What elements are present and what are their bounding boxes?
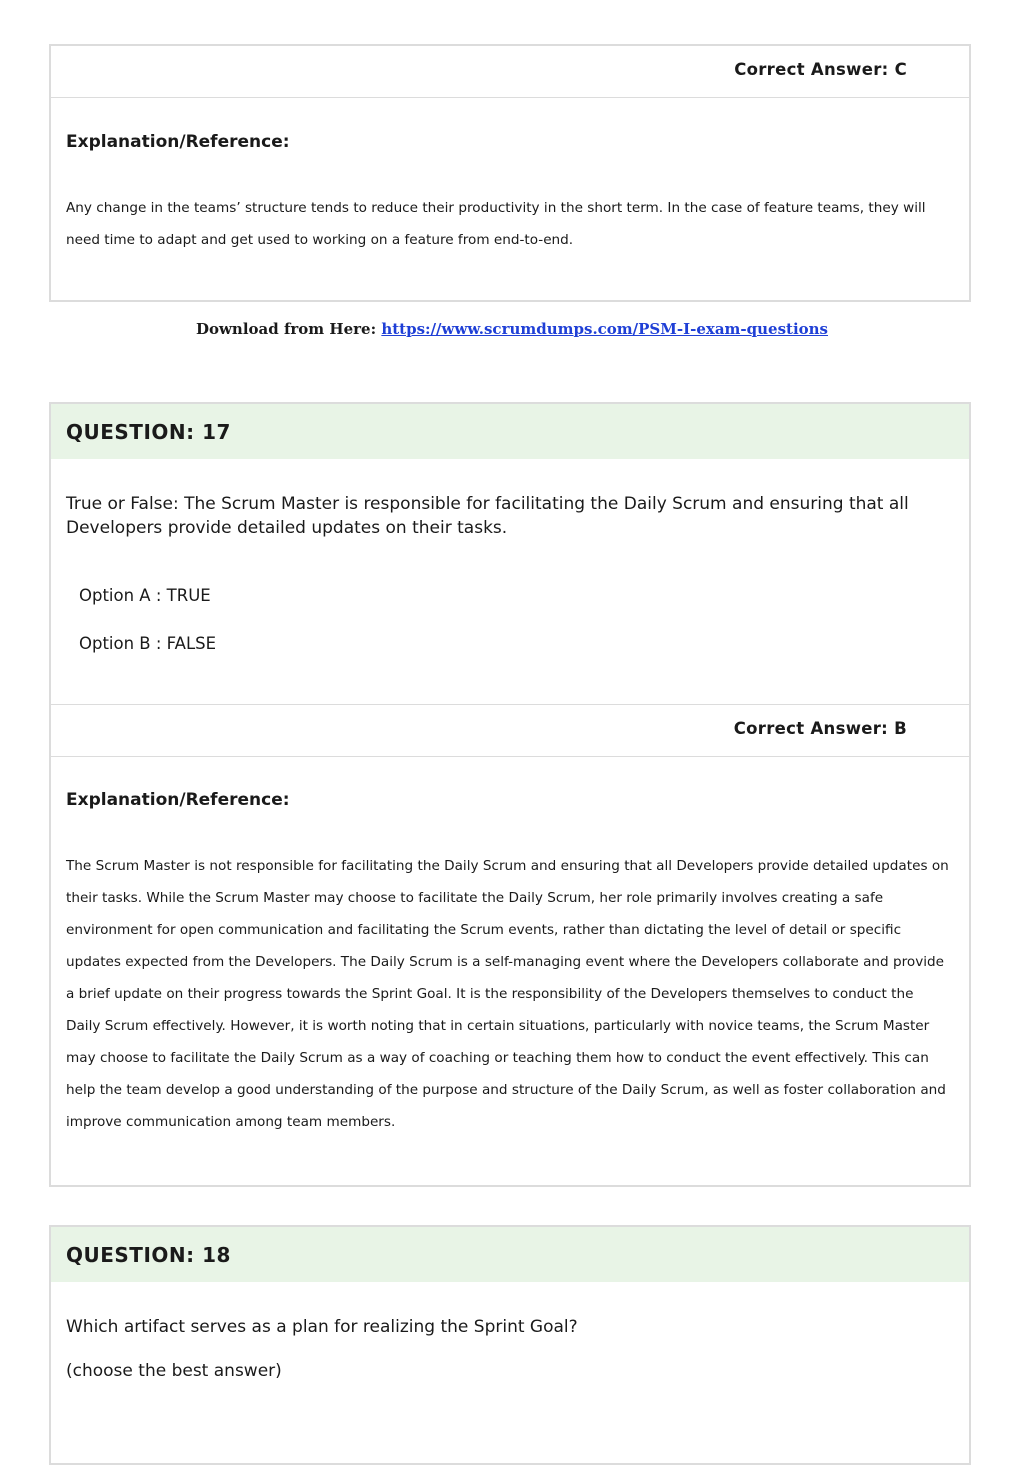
explanation-title: Explanation/Reference: xyxy=(66,132,290,152)
question-text: Which artifact serves as a plan for realizing the Sprint Goal? xyxy=(66,1317,578,1337)
correct-answer-text: Correct Answer: B xyxy=(733,719,907,738)
question-title: QUESTION: 18 xyxy=(66,1243,231,1267)
question-text: True or False: The Scrum Master is responsible for facilitating the Daily Scrum and ensuring that all Developers provide detailed updates on their tasks. xyxy=(66,494,909,538)
correct-answer-text: Correct Answer: C xyxy=(734,60,907,79)
explanation-text: The Scrum Master is not responsible for facilitating the Daily Scrum and ensuring that all Developers provide detailed updates on their tasks. While the Scrum Master may choose to facilitate the Daily Scrum, her role primarily involves creating a safe environment for open communication and facilitating the Scrum events, rather than dictating the level of detail or specific updates expected from the Developers. The Daily Scrum is a self-managing event where the Developers collaborate and provide a brief update on their progress towards the Sprint Goal. It is the responsibility of the Developers themselves to conduct the Daily Scrum effectively. However, it is worth noting that in certain situations, particularly with novice teams, the Scrum Master may choose to facilitate the Daily Scrum as a way of coaching or teaching them how to conduct the event effectively. This can help the team develop a good understanding of the purpose and structure of the Daily Scrum, as well as foster collaboration and improve communication among team members. xyxy=(66,858,949,1130)
question-title: QUESTION: 17 xyxy=(66,420,231,444)
download-link[interactable]: https://www.scrumdumps.com/PSM-I-exam-questions xyxy=(381,320,829,338)
correct-answer-row xyxy=(51,46,969,98)
question-header xyxy=(51,404,969,459)
option-b[interactable]: Option B : FALSE xyxy=(79,634,217,653)
answer-card-previous xyxy=(49,44,971,302)
download-line xyxy=(0,320,1024,338)
question-hint: (choose the best answer) xyxy=(66,1361,282,1381)
question-card-17 xyxy=(49,402,971,1187)
download-label: Download from Here: xyxy=(195,320,377,338)
option-a[interactable]: Option A : TRUE xyxy=(79,586,211,605)
explanation-title: Explanation/Reference: xyxy=(66,790,290,810)
question-header xyxy=(51,1227,969,1282)
explanation-text: Any change in the teams’ structure tends to reduce their productivity in the short term. In the case of feature teams, they will need time to adapt and get used to working on a feature from end-to-end. xyxy=(66,200,926,248)
correct-answer-row xyxy=(51,704,969,757)
question-card-18 xyxy=(49,1225,971,1465)
